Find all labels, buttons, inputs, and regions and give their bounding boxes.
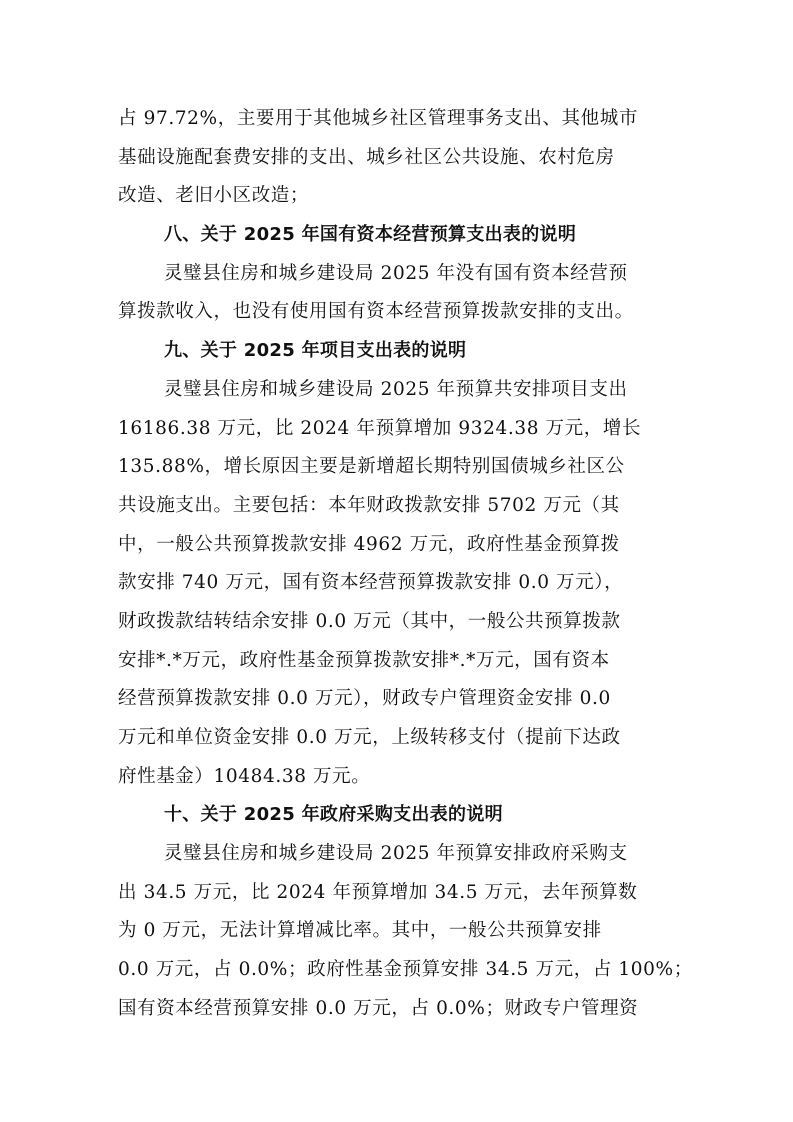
body-line: 灵璧县住房和城乡建设局 2025 年没有国有资本经营预 [164, 262, 628, 284]
body-line: 灵璧县住房和城乡建设局 2025 年预算共安排项目支出 [164, 378, 628, 400]
section-heading-9: 九、关于 2025 年项目支出表的说明 [164, 340, 467, 362]
document-body [118, 100, 693, 1029]
body-line: 基础设施配套费安排的支出、城乡社区公共设施、农村危房 [118, 146, 615, 168]
body-line: 财政拨款结转结余安排 0.0 万元（其中，一般公共预算拨款 [118, 610, 621, 632]
body-line: 府性基金）10484.38 万元。 [118, 765, 371, 787]
section-heading-10: 十、关于 2025 年政府采购支出表的说明 [164, 804, 503, 826]
body-line: 135.88%，增长原因主要是新增超长期特别国债城乡社区公 [118, 456, 625, 478]
body-line: 安排*.*万元，政府性基金预算拨款安排*.*万元，国有资本 [118, 649, 610, 671]
section-heading-8: 八、关于 2025 年国有资本经营预算支出表的说明 [164, 224, 577, 246]
body-line: 算拨款收入，也没有使用国有资本经营预算拨款安排的支出。 [118, 301, 634, 323]
body-line: 为 0 万元，无法计算增减比率。其中，一般公共预算安排 [118, 920, 602, 942]
body-line: 共设施支出。主要包括：本年财政拨款安排 5702 万元（其 [118, 494, 620, 516]
body-line: 改造、老旧小区改造； [118, 185, 310, 207]
body-line: 0.0 万元，占 0.0%；政府性基金预算安排 34.5 万元，占 100%； [118, 959, 693, 981]
body-line: 国有资本经营预算安排 0.0 万元，占 0.0%；财政专户管理资 [118, 997, 639, 1019]
body-line: 中，一般公共预算拨款安排 4962 万元，政府性基金预算拨 [118, 533, 620, 555]
body-line: 款安排 740 万元，国有资本经营预算拨款安排 0.0 万元）， [118, 572, 624, 594]
body-line: 经营预算拨款安排 0.0 万元），财政专户管理资金安排 0.0 [118, 688, 611, 710]
body-line: 占 97.72%，主要用于其他城乡社区管理事务支出、其他城市 [118, 108, 638, 129]
body-line: 灵璧县住房和城乡建设局 2025 年预算安排政府采购支 [164, 843, 628, 865]
body-line: 万元和单位资金安排 0.0 万元，上级转移支付（提前下达政 [118, 727, 621, 748]
body-line: 16186.38 万元，比 2024 年预算增加 9324.38 万元，增长 [118, 417, 642, 439]
body-line: 出 34.5 万元，比 2024 年预算增加 34.5 万元，去年预算数 [118, 881, 638, 903]
